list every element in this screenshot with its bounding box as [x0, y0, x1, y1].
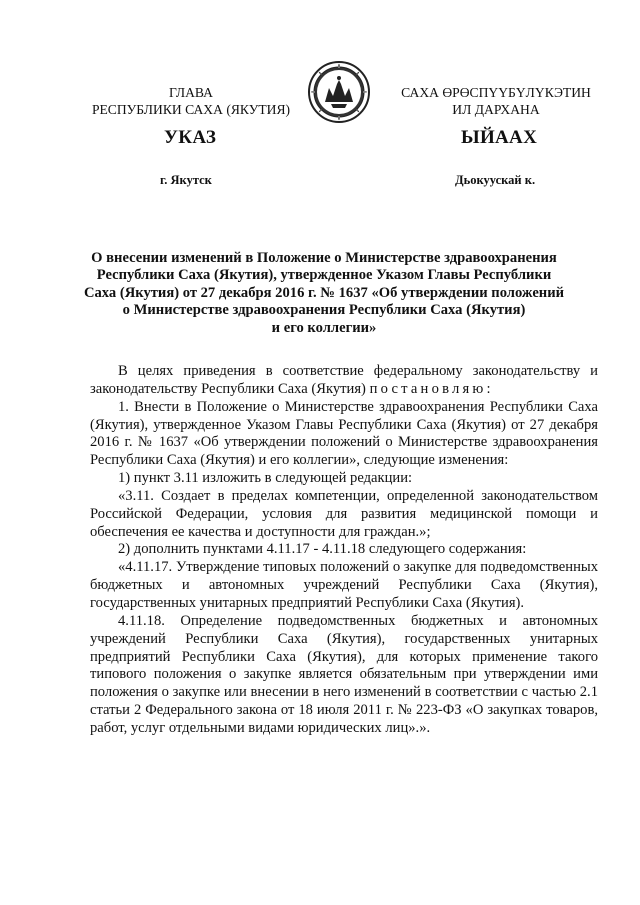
- paragraph-clause-4-11-18: 4.11.18. Определение подведомственных бюджетных и автономных учреждений Республики Саха (Якутия), государственных унитарных предприятий Республики Саха (Якутия), для которых применение такого типового положения о закупке является обязательным при утверждении ими положения о закупке или внесении в него изменений в соответствии с частью 2.1 статьи 2 Федерального закона от 18 июля 2011 г. № 223-ФЗ «О закупках товаров, работ, услуг отдельными видами юридических лиц».».: [90, 612, 598, 736]
- preamble-text: В целях приведения в соответствие федеральному законодательству и законодательству Республики Саха (Якутия): [90, 363, 598, 397]
- issuer-line-1: ГЛАВА: [169, 85, 213, 100]
- title-line-4: о Министерстве здравоохранения Республики Саха (Якутия): [122, 302, 526, 319]
- issuer-line-2-yakut: ИЛ ДАРХАНА: [452, 102, 540, 117]
- paragraph-subitem-2: 2) дополнить пунктами 4.11.17 - 4.11.18 следующего содержания:: [118, 541, 527, 558]
- title-line-5: и его коллегии»: [271, 319, 377, 336]
- coat-of-arms-icon: [307, 60, 371, 124]
- title-line-1: О внесении изменений в Положение о Министерстве здравоохранения: [91, 250, 557, 266]
- paragraph-clause-4-11-17: «4.11.17. Утверждение типовых положений о закупке для подведомственных бюджетных и автономных учреждений Республики Саха (Якутия), государственных унитарных предприятий Республики Саха (Якутия).: [90, 559, 598, 611]
- paragraph-item-1: 1. Внести в Положение о Министерстве здравоохранения Республики Саха (Якутия), утвержденное Указом Главы Республики Саха (Якутия) от 27 декабря 2016 г. № 1637 «Об утверждении положений о Министерстве здравоохранения Республики Саха (Якутия) и его коллегии», следующие изменения:: [90, 398, 598, 469]
- city-yakut: Дьокуускай к.: [455, 173, 536, 187]
- city-russian: г. Якутск: [160, 173, 212, 187]
- paragraph-clause-3-11: «3.11. Создает в пределах компетенции, определенной законодательством Российской Федерации, условия для развития медицинской помощи и обеспечения ее качества и доступности для граждан.»;: [90, 487, 598, 540]
- issuer-line-1-yakut: САХА ӨРӨСПҮҮБҮЛҮКЭТИН: [401, 85, 591, 100]
- decree-word: постановляю:: [369, 380, 494, 397]
- paragraph-subitem-1: 1) пункт 3.11 изложить в следующей редакции:: [118, 470, 413, 487]
- document-type-russian: УКАЗ: [164, 127, 217, 148]
- title-line-3: Саха (Якутия) от 27 декабря 2016 г. № 1637 «Об утверждении положений: [83, 284, 565, 301]
- issuer-line-2: РЕСПУБЛИКИ САХА (ЯКУТИЯ): [91, 102, 291, 117]
- issuer-block-russian: [82, 84, 300, 118]
- issuer-block-yakut: [386, 84, 606, 118]
- document-body: [90, 363, 598, 738]
- title-line-2: Республики Саха (Якутия), утвержденное Указом Главы Республики: [96, 267, 552, 284]
- document-type-yakut: ЫЙААХ: [461, 127, 538, 148]
- preamble-paragraph: [90, 363, 598, 399]
- document-title: [80, 250, 568, 337]
